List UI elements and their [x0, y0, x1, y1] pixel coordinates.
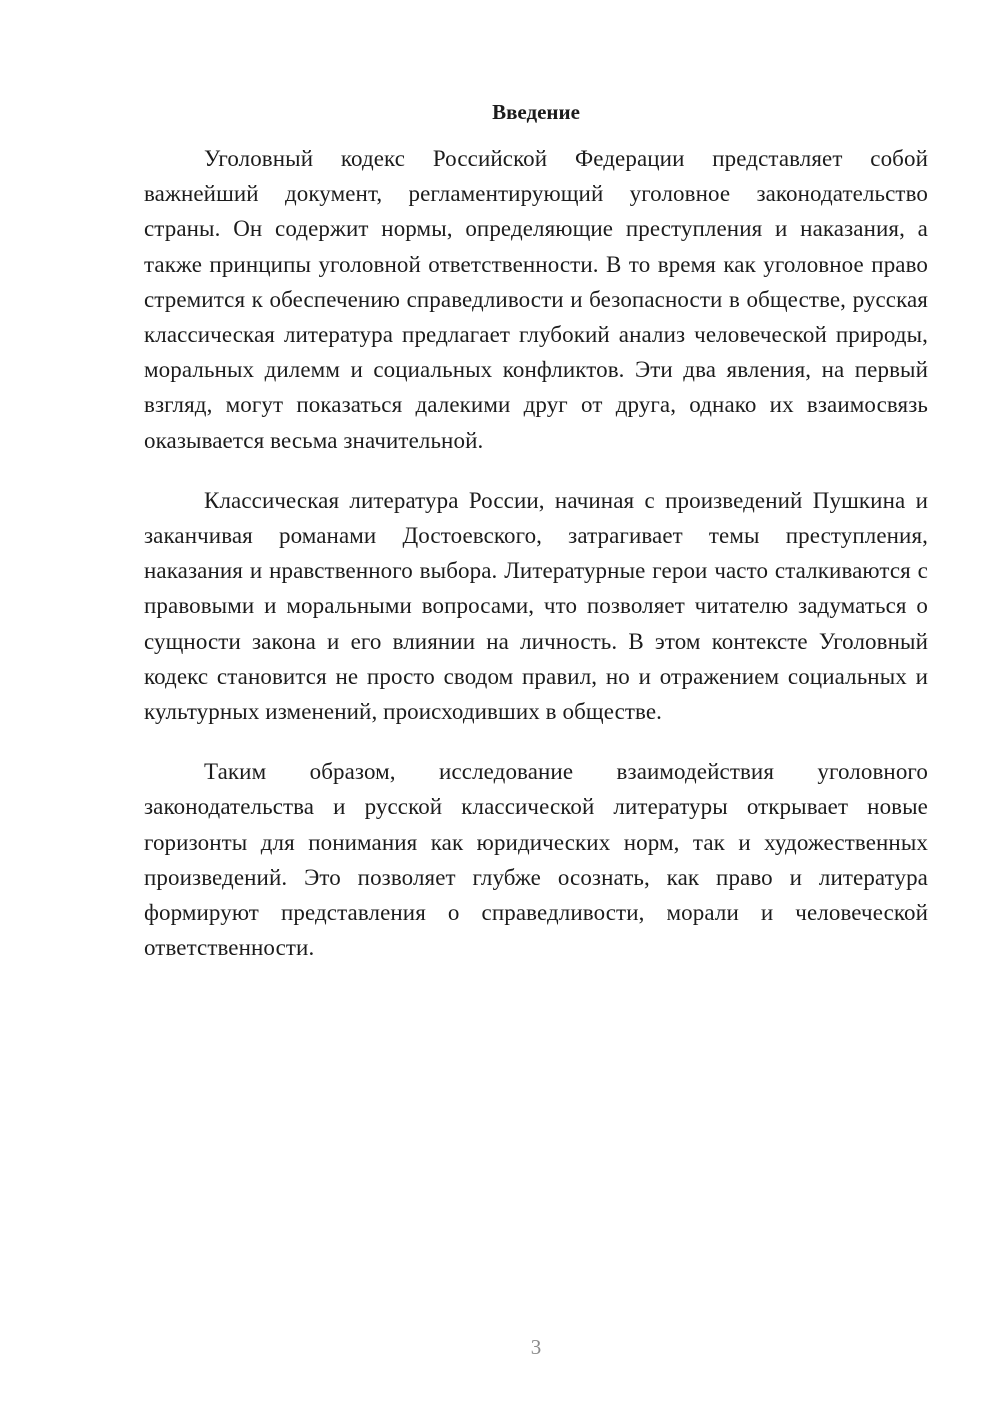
paragraph-3: Таким образом, исследование взаимодействия уголовного законодательства и русской классической литературы открывает новые горизонты для понимания как юридических норм, так и художественных произведений. Это позволяет глубже осознать, как право и литература формируют представления о справедливости, морали и человеческой ответственности.: [144, 759, 928, 961]
section-title: Введение: [492, 100, 580, 124]
paragraph-2: Классическая литература России, начиная с произведений Пушкина и заканчивая романами Достоевского, затрагивает темы преступления, наказания и нравственного выбора. Литературные герои часто сталкиваются с правовыми и моральными вопросами, что позволяет читателю задуматься о сущности закона и его влиянии на личность. В этом контексте Уголовный кодекс становится не просто сводом правил, но и отражением социальных и культурных изменений, происходивших в обществе.: [144, 487, 928, 725]
body-text: [144, 141, 928, 990]
paragraph-1: Уголовный кодекс Российской Федерации представляет собой важнейший документ, регламентирующий уголовное законодательство страны. Он содержит нормы, определяющие преступления и наказания, а также принципы уголовной ответственности. В то время как уголовное право стремится к обеспечению справедливости и безопасности в обществе, русская классическая литература предлагает глубокий анализ человеческой природы, моральных дилемм и социальных конфликтов. Эти два явления, на первый взгляд, могут показаться далекими друг от друга, однако их взаимосвязь оказывается весьма значительной.: [144, 146, 928, 453]
page-number: 3: [530, 1335, 542, 1359]
